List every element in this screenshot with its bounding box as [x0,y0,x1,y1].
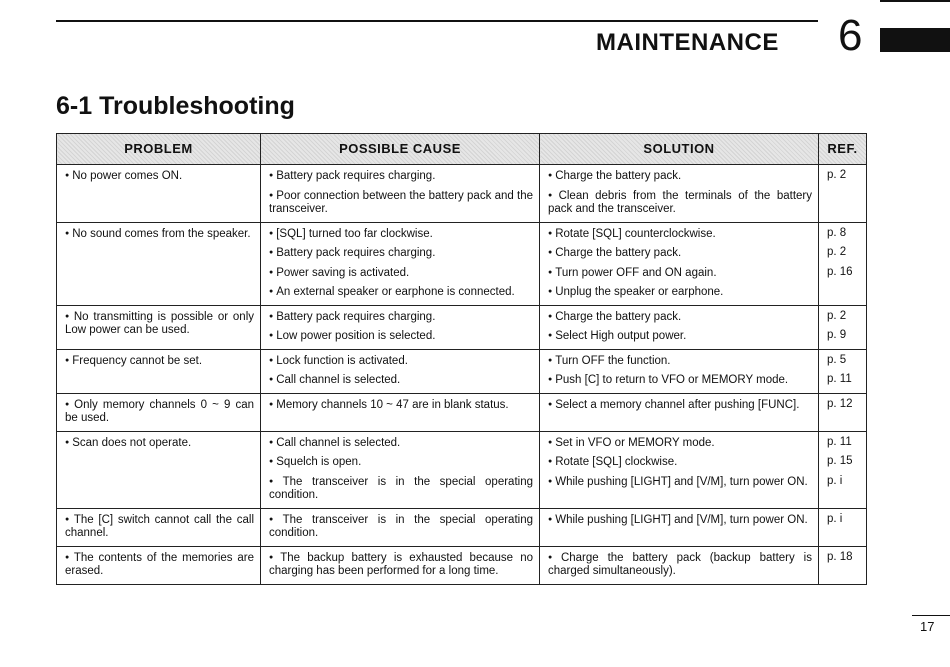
cause-cell [261,546,540,584]
ref-cell [819,349,867,393]
cause-cell [261,349,540,393]
bullet-item: ● The transceiver is in the special operating condition. [269,513,533,541]
table-header-row [57,134,867,165]
cause-cell [261,508,540,546]
column-header-cause: POSSIBLE CAUSE [261,134,540,165]
table-row [57,393,867,431]
problem-cell [57,165,261,223]
bullet-item: ● [SQL] turned too far clockwise. [269,227,533,242]
bullet-item: ● Lock function is activated. [269,354,533,369]
bullet-item: ● Call channel is selected. [269,373,533,388]
bullet-item: ● Charge the battery pack. [548,246,812,261]
bullet-item: ● Clean debris from the terminals of the battery pack and the transceiver. [548,189,812,217]
page-reference: p. 15 [827,455,853,467]
header-rule [56,20,818,22]
ref-cell [819,546,867,584]
bullet-item: ● Charge the battery pack (backup battery is charged simultaneously). [548,551,812,579]
bullet-item: ● Charge the battery pack. [548,310,812,325]
solution-cell [540,305,819,349]
table-row [57,431,867,508]
cause-cell [261,431,540,508]
footer-rule [912,615,950,616]
problem-cell [57,349,261,393]
page-reference: p. 5 [827,353,847,366]
column-header-ref: REF. [819,134,867,165]
page-reference: p. 11 [827,435,852,448]
page-reference: p. 18 [827,550,853,563]
solution-cell [540,165,819,223]
bullet-item: ● An external speaker or earphone is connected. [269,285,533,300]
bullet-item: ● Charge the battery pack. [548,169,812,184]
solution-cell [540,349,819,393]
chapter-number: 6 [838,11,863,60]
problem-cell [57,222,261,305]
problem-cell [57,431,261,508]
bullet-item: ● Turn power OFF and ON again. [548,266,812,281]
ref-cell [819,165,867,223]
bullet-item: ● Squelch is open. [269,455,533,470]
bullet-item: ● The transceiver is in the special operating condition. [269,475,533,503]
page-reference: p. 2 [827,246,847,258]
bullet-item: ● While pushing [LIGHT] and [V/M], turn power ON. [548,513,812,528]
bullet-item: ● Set in VFO or MEMORY mode. [548,436,812,451]
solution-cell [540,508,819,546]
page-reference: p. 16 [827,265,853,278]
solution-cell [540,431,819,508]
page-reference: p. 2 [827,309,847,322]
problem-cell [57,546,261,584]
cause-cell [261,165,540,223]
table-row [57,546,867,584]
problem-cell [57,393,261,431]
cause-cell [261,393,540,431]
solution-cell [540,222,819,305]
table-row [57,349,867,393]
page-number: 17 [920,619,935,634]
bullet-item: ● The [C] switch cannot call the call channel. [65,513,254,541]
bullet-item: ● Memory channels 10 ~ 47 are in blank status. [269,398,533,413]
table-body [57,165,867,585]
cause-cell [261,222,540,305]
solution-cell [540,546,819,584]
chapter-tab [880,28,950,52]
ref-cell [819,305,867,349]
cause-cell [261,305,540,349]
bullet-item: ● Power saving is activated. [269,266,533,281]
ref-cell [819,431,867,508]
ref-cell [819,508,867,546]
chapter-tab-top-rule [880,0,950,2]
bullet-item: ● While pushing [LIGHT] and [V/M], turn power ON. [548,475,812,490]
page-reference: p. 11 [827,373,852,385]
page-reference: p. 8 [827,226,847,239]
bullet-item: ● Battery pack requires charging. [269,246,533,261]
bullet-item: ● Select High output power. [548,329,812,344]
bullet-item: ● Frequency cannot be set. [65,354,254,369]
bullet-item: ● Poor connection between the battery pack and the transceiver. [269,189,533,217]
table-row [57,305,867,349]
bullet-item: ● The contents of the memories are erased. [65,551,254,579]
table-row [57,508,867,546]
table-row [57,165,867,223]
bullet-item: ● Only memory channels 0 ~ 9 can be used. [65,398,254,426]
bullet-item: ● Call channel is selected. [269,436,533,451]
column-header-solution: SOLUTION [540,134,819,165]
bullet-item: ● Battery pack requires charging. [269,169,533,184]
troubleshooting-table [56,133,867,585]
column-header-problem: PROBLEM [57,134,261,165]
table-row [57,222,867,305]
ref-cell [819,393,867,431]
section-title: 6-1 Troubleshooting [56,92,295,120]
bullet-item: ● Battery pack requires charging. [269,310,533,325]
bullet-item: ● The backup battery is exhausted because no charging has been performed for a long time. [269,551,533,579]
solution-cell [540,393,819,431]
page-reference: p. 9 [827,329,847,341]
chapter-title: MAINTENANCE [596,29,779,56]
bullet-item: ● Unplug the speaker or earphone. [548,285,812,300]
problem-cell [57,305,261,349]
bullet-item: ● Push [C] to return to VFO or MEMORY mode. [548,373,812,388]
bullet-item: ● Low power position is selected. [269,329,533,344]
bullet-item: ● Rotate [SQL] counterclockwise. [548,227,812,242]
page-reference: p. 2 [827,169,847,181]
ref-cell [819,222,867,305]
problem-cell [57,508,261,546]
bullet-item: ● Turn OFF the function. [548,354,812,369]
bullet-item: ● Select a memory channel after pushing [FUNC]. [548,398,812,413]
bullet-item: ● Scan does not operate. [65,436,254,451]
bullet-item: ● Rotate [SQL] clockwise. [548,455,812,470]
page-reference: p. i [827,474,843,487]
bullet-item: ● No transmitting is possible or only Low power can be used. [65,310,254,338]
page-reference: p. i [827,512,843,525]
bullet-item: ● No power comes ON. [65,169,254,184]
page-reference: p. 12 [827,397,853,410]
bullet-item: ● No sound comes from the speaker. [65,227,254,242]
